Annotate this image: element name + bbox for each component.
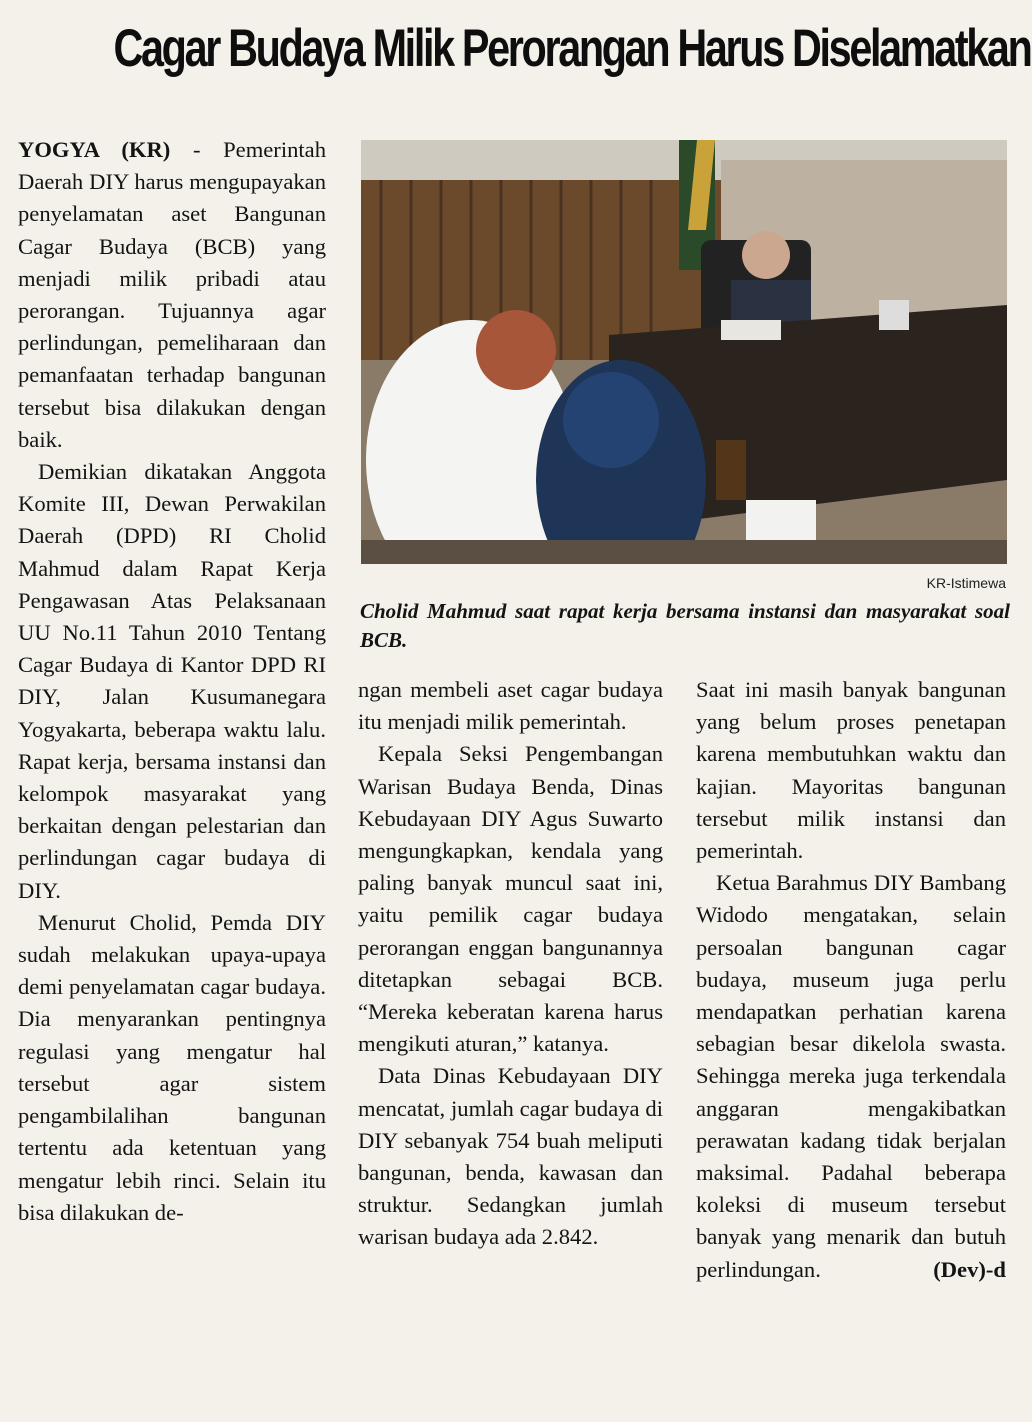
- body-paragraph: Demikian dikatakan Anggota Komite III, Dewan Perwakilan Daerah (DPD) RI Cholid Mahmud dalam Rapat Kerja Pengawasan Atas Pelaksanaan UU No.11 Tahun 2010 Tentang Cagar Budaya di Kantor DPD RI DIY, Jalan Kusumanegara Yogyakarta, beberapa waktu lalu. Rapat kerja, bersama instansi dan kelompok masyarakat yang berkaitan dengan pelestarian dan perlindungan cagar budaya di DIY.: [18, 459, 326, 903]
- headline: Cagar Budaya Milik Perorangan Harus Diselamatkan: [113, 19, 1031, 78]
- photo-caption: Cholid Mahmud saat rapat kerja bersama instansi dan masyarakat soal BCB.: [360, 599, 1010, 652]
- lead-paragraph: [18, 134, 326, 456]
- body-paragraph: Kepala Seksi Pengembangan Warisan Budaya Benda, Dinas Kebudayaan DIY Agus Suwarto mengungkapkan, kendala yang paling banyak muncul saat ini, yaitu pemilik cagar budaya perorangan enggan bangunannya ditetapkan sebagai BCB. “Mereka keberatan karena harus mengikuti aturan,” katanya.: [358, 741, 663, 1057]
- closing-text: Ketua Barahmus DIY Bambang Widodo mengatakan, selain persoalan bangunan cagar budaya, museum juga perlu mendapatkan perhatian karena sebagian besar dikelola swasta. Sehingga mereka juga terkendala anggaran mengakibatkan perawatan kadang tidak berjalan maksimal. Padahal beberapa koleksi di museum tersebut banyak yang menarik dan butuh perlindungan.: [696, 870, 1006, 1282]
- body-paragraph: Saat ini masih banyak bangunan yang belum proses penetapan karena membutuhkan waktu dan kajian. Mayoritas bangunan tersebut milik instansi dan pemerintah.: [696, 677, 1006, 864]
- article-column-1: [18, 134, 326, 1229]
- body-paragraph: Menurut Cholid, Pemda DIY sudah melakukan upaya-upaya demi penyelamatan cagar budaya. Dia menyarankan pentingnya regulasi yang mengatur hal tersebut agar sistem pengambilalihan bangunan tertentu ada ketentuan yang mengatur lebih rinci. Selain itu bisa dilakukan de-: [18, 909, 326, 1225]
- body-paragraph: [696, 867, 1006, 1286]
- author-signature: (Dev)-d: [933, 1256, 1006, 1282]
- meeting-photo-image: [361, 140, 1007, 564]
- dateline: YOGYA (KR): [18, 137, 171, 162]
- article-column-2: [358, 674, 663, 1254]
- article-column-3: [696, 674, 1006, 1286]
- photo-credit: KR-Istimewa: [926, 575, 1006, 591]
- body-paragraph: Data Dinas Kebudayaan DIY mencatat, jumlah cagar budaya di DIY sebanyak 754 buah meliputi bangunan, benda, kawasan dan struktur. Sedangkan jumlah warisan budaya ada 2.842.: [358, 1063, 663, 1250]
- lead-text: - Pemerintah Daerah DIY harus mengupayakan penyelamatan aset Bangunan Cagar Budaya (BCB) yang menjadi milik pribadi atau perorangan. Tujuannya agar perlindungan, pemeliharaan dan pemanfaatan terhadap bangunan tersebut bisa dilakukan dengan baik.: [18, 137, 326, 452]
- body-paragraph: ngan membeli aset cagar budaya itu menjadi milik pemerintah.: [358, 677, 663, 735]
- meeting-photo: [361, 140, 1007, 564]
